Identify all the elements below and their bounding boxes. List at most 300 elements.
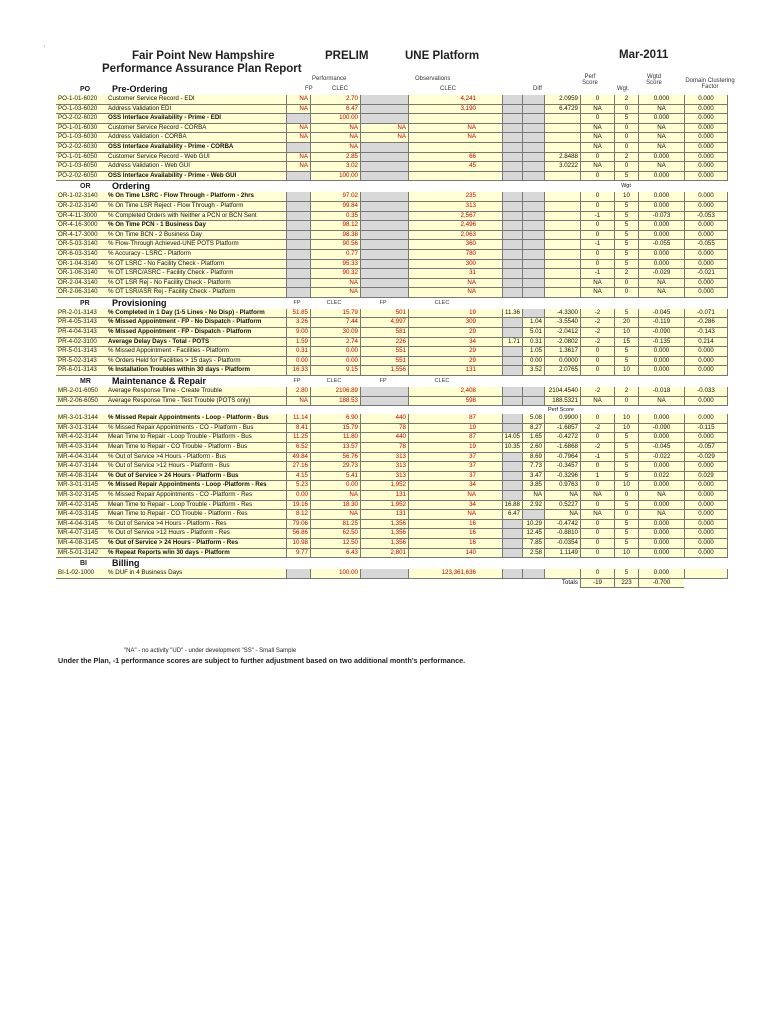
fp-observations: 581: [360, 328, 408, 337]
clec-observations: 16: [408, 529, 478, 538]
weighted-score: 0.000: [638, 433, 684, 442]
clec-observations: 29: [408, 328, 478, 337]
clec-performance: 0.35: [310, 212, 360, 221]
metric-description: Average Delay Days - Total - POTS: [108, 337, 210, 345]
metric-description: Customer Service Record - CORBA: [108, 123, 207, 131]
perf-score: 0: [580, 366, 614, 375]
sampling-error: NA: [522, 491, 544, 500]
table-row: [56, 279, 728, 289]
fp-observations: 1,556: [360, 366, 408, 375]
metric-description: % Missed Repair Appointments - Loop -Platform - Res: [108, 481, 267, 489]
metric-code: MR-4-07-3144: [58, 462, 98, 470]
clec-observations: 16: [408, 520, 478, 529]
clec-obs-header: CLEC: [440, 86, 457, 92]
metric-description: % Installation Troubles within 30 days - Platform: [108, 366, 250, 374]
clec-observations: 598: [408, 397, 478, 406]
weight: 10: [614, 424, 638, 433]
weighted-score: -0.090: [638, 328, 684, 337]
table-row: [56, 250, 728, 260]
sampling-error: [522, 231, 544, 240]
fp-std-dev: [502, 95, 522, 104]
table-row: [56, 221, 728, 231]
clec-performance: 6.43: [310, 549, 360, 558]
sampling-error: 1.65: [522, 433, 544, 442]
table-row: [56, 387, 728, 397]
perf-score: 0: [580, 192, 614, 201]
domain-factor: 0.000: [684, 549, 728, 558]
diff-value: [544, 143, 580, 152]
weight: 5: [614, 357, 638, 366]
weighted-score: 0.000: [638, 172, 684, 181]
diff-value: [544, 250, 580, 259]
table-row: [56, 114, 728, 124]
fp-performance: [286, 569, 310, 578]
metric-description: % On Time PCN - 1 Business Day: [108, 221, 206, 229]
diff-header: Diff: [533, 86, 542, 92]
metric-description: Customer Service Record - Web GUI: [108, 152, 210, 160]
domain-factor: -0.143: [684, 328, 728, 337]
fp-std-dev: 11.36: [502, 309, 522, 318]
metric-code: OR-6-03-3140: [58, 249, 98, 257]
domain-factor: 0.000: [684, 510, 728, 519]
fp-observations: 1,952: [360, 481, 408, 490]
diff-value: -1.6857: [544, 424, 580, 433]
weight: 5: [614, 569, 638, 578]
status-label: PRELIM: [325, 50, 369, 62]
sampling-error: [522, 162, 544, 171]
diff-value: [544, 288, 580, 297]
weighted-score: 0.000: [638, 539, 684, 548]
diff-value: 0.9763: [544, 481, 580, 490]
clec-observations: 29: [408, 357, 478, 366]
weight: 5: [614, 309, 638, 318]
sampling-error: [522, 510, 544, 519]
clec-performance: 62.50: [310, 529, 360, 538]
table-row: [56, 424, 728, 434]
section-header: [56, 376, 728, 387]
table-row: [56, 105, 728, 115]
section-code: PR: [80, 299, 90, 307]
perf-score: NA: [580, 510, 614, 519]
weight: 5: [614, 172, 638, 181]
clec-observations: 131: [408, 366, 478, 375]
weighted-score: -0.045: [638, 309, 684, 318]
perf-score: -1: [580, 453, 614, 462]
weight: 5: [614, 501, 638, 510]
metric-description: Average Response Time - Create Trouble: [108, 387, 223, 395]
domain-factor: 0.000: [684, 231, 728, 240]
fp-performance: 1.59: [286, 338, 310, 347]
table-row: [56, 124, 728, 134]
fp-std-dev: [502, 397, 522, 406]
metric-description: % Orders Held for Facilities > 15 days - Platform: [108, 356, 241, 364]
fp-performance: [286, 143, 310, 152]
perf-score: 0: [580, 231, 614, 240]
fp-std-dev: [502, 143, 522, 152]
domain-factor: 0.000: [684, 279, 728, 288]
fp-performance: NA: [286, 105, 310, 114]
metric-description: % Out of Service > 24 Hours - Platform - Bus: [108, 471, 239, 479]
domain-factor: 0.000: [684, 260, 728, 269]
sampling-error: [522, 387, 544, 396]
metric-code: MR-4-03-3144: [58, 443, 98, 450]
fp-observations: 501: [360, 309, 408, 318]
weighted-score: NA: [638, 143, 684, 152]
fp-std-dev: 6.47: [502, 510, 522, 519]
weight: 10: [614, 481, 638, 490]
perf-score: 0: [580, 357, 614, 366]
clec-observations: [408, 143, 478, 152]
weight: 5: [614, 231, 638, 240]
fp-std-dev: [502, 250, 522, 259]
clec-observations: 2,496: [408, 221, 478, 230]
fp-observations: 226: [360, 338, 408, 347]
clec-performance: 81.25: [310, 520, 360, 529]
fp-std-dev: [502, 114, 522, 123]
metric-code: OR-1-04-3140: [58, 259, 98, 267]
clec-observations: NA: [408, 491, 478, 500]
clec-performance: 5.41: [310, 472, 360, 481]
perf-score: 0: [580, 172, 614, 181]
domain-factor: -0.057: [684, 443, 728, 452]
section-code: PO: [80, 86, 91, 93]
sampling-error: [522, 309, 544, 318]
section-title: Maintenance & Repair: [112, 376, 207, 387]
fp-performance: [286, 269, 310, 278]
diff-value: -0.0354: [544, 539, 580, 548]
weighted-score: 0.000: [638, 357, 684, 366]
fp-std-dev: [502, 387, 522, 396]
weighted-score: 0.000: [638, 202, 684, 211]
fp-observations: 4,997: [360, 318, 408, 327]
fp-std-dev: [502, 231, 522, 240]
table-row: [56, 481, 728, 491]
fp-observations: 1,356: [360, 529, 408, 538]
metric-code: PR-6-01-3143: [58, 366, 97, 374]
fp-observations: [360, 172, 408, 181]
table-row: [56, 153, 728, 163]
fp-performance: 19.16: [286, 501, 310, 510]
metric-code: MR-3-02-3145: [58, 490, 98, 498]
metric-code: MR-4-08-3145: [58, 538, 98, 546]
clec-observations: 16: [408, 539, 478, 548]
sampling-error: [522, 221, 544, 230]
clec-observations: 34: [408, 501, 478, 510]
fp-observations: 2,801: [360, 549, 408, 558]
wgtd-score-header: Wgtd Score: [646, 74, 662, 86]
fp-performance: [286, 279, 310, 288]
diff-value: -0.3296: [544, 472, 580, 481]
fp-performance: [286, 231, 310, 240]
metric-code: PR-2-01-3143: [58, 308, 97, 316]
table-row: [56, 143, 728, 153]
weight: 5: [614, 240, 638, 249]
metric-code: MR-4-03-3145: [58, 510, 98, 518]
domain-factor: -0.053: [684, 212, 728, 221]
section-code: BI: [80, 560, 87, 568]
weight: 5: [614, 443, 638, 452]
diff-value: [544, 114, 580, 123]
fp-std-dev: [502, 221, 522, 230]
domain-factor: 0.000: [684, 433, 728, 442]
fp-observations: 1,952: [360, 501, 408, 510]
metric-code: MR-4-02-3145: [58, 500, 98, 508]
fp-observations: [360, 250, 408, 259]
metric-code: MR-3-01-3145: [58, 481, 98, 489]
fp-performance: 27.16: [286, 462, 310, 471]
fp-std-dev: [502, 172, 522, 181]
clec-header: CLEC: [332, 86, 349, 92]
metric-description: % Missed Repair Appointments - CO -Platform - Res: [108, 490, 253, 498]
perf-score: 1: [580, 472, 614, 481]
diff-value: [544, 221, 580, 230]
clec-performance: 0.77: [310, 250, 360, 259]
sampling-error: 2.92: [522, 501, 544, 510]
table-row: [56, 202, 728, 212]
diff-value: 3.0222: [544, 162, 580, 171]
fp-std-dev: [502, 192, 522, 201]
sampling-error: [522, 288, 544, 297]
metric-description: Average Response Time - Test Trouble (POTS only): [108, 396, 251, 404]
legend-note: "NA" - no activity "UD" - under development "SS" - Small Sample: [124, 648, 297, 654]
diff-value: 2.0959: [544, 95, 580, 104]
fp-header: FP: [305, 86, 313, 92]
fp-std-dev: [502, 462, 522, 471]
clec-observations: [408, 114, 478, 123]
metric-code: PR-5-01-3143: [58, 347, 97, 355]
clec-observations: 780: [408, 250, 478, 259]
fp-observations: [360, 153, 408, 162]
column-subheader: CLEC: [326, 299, 342, 306]
fp-performance: [286, 250, 310, 259]
metric-code: PO-1-03-6020: [58, 104, 98, 112]
domain-factor: 0.214: [684, 338, 728, 347]
metric-description: % OT LSR/ASR Rej - Facility Check - Platform: [108, 288, 236, 296]
table-row: [56, 491, 728, 501]
sampling-error: 7.73: [522, 462, 544, 471]
diff-value: [544, 172, 580, 181]
clec-observations: 29: [408, 347, 478, 356]
metric-code: PO-1-01-6050: [58, 152, 98, 160]
weighted-score: -0.022: [638, 453, 684, 462]
fp-std-dev: [502, 162, 522, 171]
diff-value: -0.7964: [544, 453, 580, 462]
clec-performance: 12.50: [310, 539, 360, 548]
clec-performance: 30.09: [310, 328, 360, 337]
fp-performance: [286, 114, 310, 123]
metric-code: OR-1-02-3140: [58, 192, 98, 200]
clec-observations: 3,190: [408, 105, 478, 114]
perf-score: -2: [580, 309, 614, 318]
perf-score: 0: [580, 202, 614, 211]
fp-performance: 56.86: [286, 529, 310, 538]
weighted-score: 0.000: [638, 549, 684, 558]
metric-description: Customer Service Record - EDI: [108, 95, 195, 102]
weight: 5: [614, 453, 638, 462]
clec-observations: 360: [408, 240, 478, 249]
metric-description: OSS Interface Availability - Prime - EDI: [108, 114, 222, 122]
fp-std-dev: [502, 453, 522, 462]
sampling-error: 1.05: [522, 347, 544, 356]
fp-observations: [360, 240, 408, 249]
fp-observations: [360, 162, 408, 171]
clec-performance: 100.00: [310, 569, 360, 578]
weighted-score: NA: [638, 133, 684, 142]
fp-performance: 4.15: [286, 472, 310, 481]
weight: 10: [614, 414, 638, 423]
fp-performance: 8.41: [286, 424, 310, 433]
fp-performance: [286, 288, 310, 297]
sampling-error: 3.85: [522, 481, 544, 490]
sampling-error: [522, 124, 544, 133]
weight: 5: [614, 221, 638, 230]
table-row: [56, 501, 728, 511]
fp-observations: [360, 221, 408, 230]
table-row: [56, 172, 728, 182]
metric-code: PO-2-02-6020: [58, 114, 98, 122]
column-subheader: FP: [379, 378, 387, 385]
column-subheader: FP: [293, 299, 301, 306]
weight: 5: [614, 472, 638, 481]
perf-score: -1: [580, 269, 614, 278]
fp-performance: NA: [286, 95, 310, 104]
metric-code: PO-1-01-6030: [58, 123, 98, 131]
clec-performance: 2.85: [310, 153, 360, 162]
weighted-score: NA: [638, 288, 684, 297]
weight: 2: [614, 95, 638, 104]
fp-performance: 10.98: [286, 539, 310, 548]
clec-performance: 11.80: [310, 433, 360, 442]
sampling-error: [522, 240, 544, 249]
domain-factor: -0.021: [684, 269, 728, 278]
metric-code: MR-2-06-6050: [58, 396, 98, 404]
clec-observations: 34: [408, 481, 478, 490]
table-row: [56, 453, 728, 463]
sampling-error: [522, 105, 544, 114]
fp-std-dev: [502, 133, 522, 142]
fp-observations: 313: [360, 472, 408, 481]
fp-std-dev: [502, 240, 522, 249]
column-subheader: FP: [293, 378, 301, 385]
diff-value: [544, 269, 580, 278]
fp-performance: 79.06: [286, 520, 310, 529]
metric-description: Mean Time to Repair - CO Trouble - Platform - Res: [108, 510, 248, 518]
perf-score: 0: [580, 250, 614, 259]
fp-observations: 313: [360, 462, 408, 471]
weight: 0: [614, 397, 638, 406]
clec-performance: 0.00: [310, 481, 360, 490]
fp-std-dev: [502, 569, 522, 578]
clec-observations: 2,408: [408, 387, 478, 396]
domain-factor: 0.000: [684, 462, 728, 471]
table-row: [56, 212, 728, 222]
perf-score: NA: [580, 124, 614, 133]
metric-description: % Out of Service >12 Hours - Platform - Bus: [108, 462, 230, 470]
table-row: [56, 162, 728, 172]
weighted-score: 0.000: [638, 520, 684, 529]
totals-perf-score: -19: [580, 579, 614, 588]
domain-factor: 0.000: [684, 172, 728, 181]
perf-score: NA: [580, 162, 614, 171]
perf-score: 0: [580, 95, 614, 104]
metric-code: OR-4-17-3000: [58, 230, 98, 238]
weight: 5: [614, 250, 638, 259]
platform-label: UNE Platform: [405, 50, 480, 62]
fp-std-dev: [502, 366, 522, 375]
column-subheader: CLEC: [434, 299, 450, 306]
section-title: Pre-Ordering: [112, 84, 168, 94]
fp-observations: NA: [360, 133, 408, 142]
weight: 0: [614, 124, 638, 133]
table-row: [56, 192, 728, 202]
metric-description: % Flow-Through Achieved-UNE POTS Platform: [108, 240, 239, 248]
metric-code: PR-4-02-3100: [58, 337, 97, 345]
column-subheader: FP: [379, 299, 387, 306]
domain-factor: 0.000: [684, 114, 728, 123]
clec-observations: 123,361,636: [408, 569, 478, 578]
clec-performance: NA: [310, 124, 360, 133]
table-row: [56, 288, 728, 298]
fp-performance: NA: [286, 162, 310, 171]
fp-performance: 9.00: [286, 328, 310, 337]
metric-description: % Missed Repair Appointments - CO - Platform - Bus: [108, 423, 254, 431]
metric-description: OSS Interface Availability - Prime - CORBA: [108, 142, 234, 150]
clec-performance: 2.74: [310, 338, 360, 347]
fp-observations: [360, 387, 408, 396]
period-label: Mar-2011: [619, 49, 669, 61]
fp-observations: 440: [360, 433, 408, 442]
domain-factor: 0.000: [684, 539, 728, 548]
clec-performance: 2106.89: [310, 387, 360, 396]
weight: 5: [614, 347, 638, 356]
metric-description: % Completed in 1 Day (1-5 Lines - No Disp) - Platform: [108, 308, 265, 316]
metric-description: Mean Time to Repair - CO Trouble - Platform - Bus: [108, 443, 248, 450]
sampling-error: [522, 192, 544, 201]
perf-score: NA: [580, 491, 614, 500]
clec-performance: 18.30: [310, 501, 360, 510]
metric-description: Address Validation EDI: [108, 104, 172, 112]
weighted-score: 0.000: [638, 501, 684, 510]
weight: 10: [614, 192, 638, 201]
section-code: MR: [80, 378, 91, 386]
clec-observations: NA: [408, 288, 478, 297]
diff-value: -0.3457: [544, 462, 580, 471]
diff-value: -0.4272: [544, 433, 580, 442]
perf-score: -2: [580, 443, 614, 452]
diff-value: [544, 569, 580, 578]
weighted-score: NA: [638, 491, 684, 500]
clec-observations: 300: [408, 260, 478, 269]
diff-value: [544, 231, 580, 240]
weighted-score: 0.000: [638, 481, 684, 490]
weighted-score: NA: [638, 397, 684, 406]
domain-factor: -0.286: [684, 318, 728, 327]
metrics-table: [56, 84, 728, 588]
clec-performance: 98.38: [310, 231, 360, 240]
weighted-score: -0.018: [638, 387, 684, 396]
perf-score: 0: [580, 549, 614, 558]
domain-factor: 0.000: [684, 250, 728, 259]
fp-std-dev: 14.05: [502, 433, 522, 442]
metric-description: % On Time LSRC - Flow Through - Platform - 2hrs: [108, 192, 254, 200]
fp-std-dev: [502, 472, 522, 481]
fp-observations: [360, 192, 408, 201]
fp-observations: [360, 288, 408, 297]
fp-observations: [360, 212, 408, 221]
metric-code: OR-2-04-3140: [58, 278, 98, 286]
metric-code: PR-4-05-3143: [58, 318, 97, 326]
sampling-error: [522, 95, 544, 104]
